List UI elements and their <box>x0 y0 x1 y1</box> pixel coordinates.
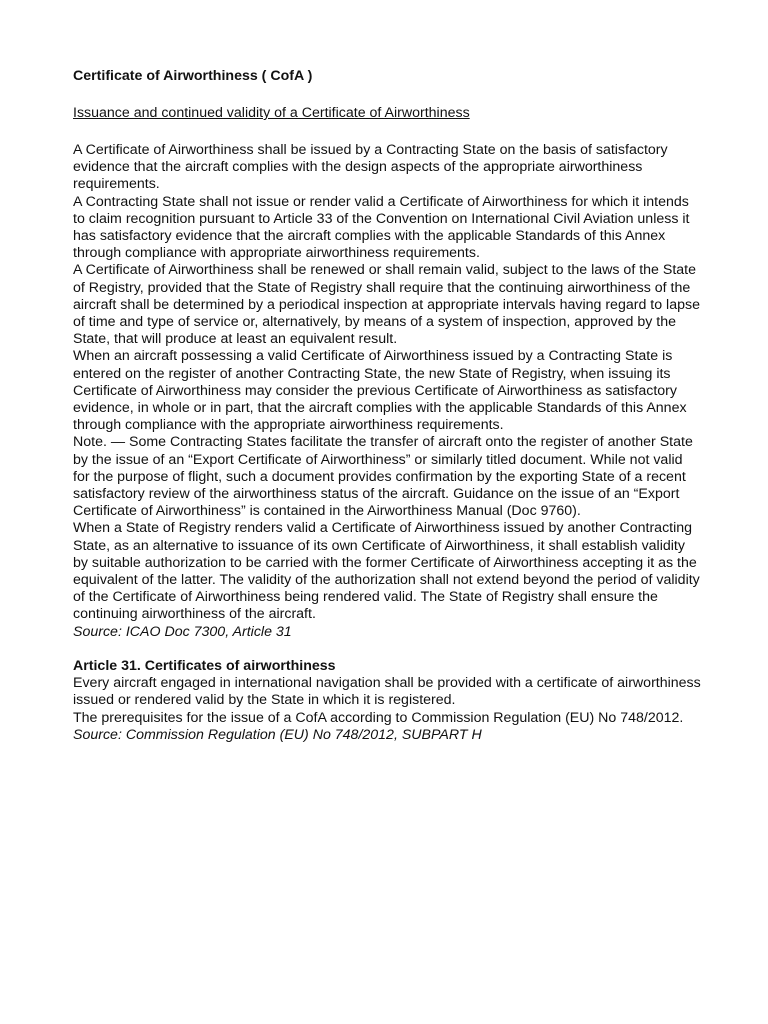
paragraph-validation: When a State of Registry renders valid a Certificate of Airworthiness issued by another Contracting State, as an alternative to issuance of its own Certificate of Airworthiness, it shall establish validity by suitable authorization to be carried with the former Certificate of Airworthiness accepting it as the equivalent of the latter. The validity of the authorization shall not extend beyond the period of validity of the Certificate of Airworthiness being rendered valid. The State of Registry shall ensure the continuing airworthiness of the aircraft. <box>73 520 700 623</box>
document-title: Certificate of Airworthiness ( CofA ) <box>73 68 313 84</box>
paragraph-note: Note. — Some Contracting States facilitate the transfer of aircraft onto the register of another State by the issue of an “Export Certificate of Airworthiness” or similarly titled document. While not valid for the purpose of flight, such a document provides confirmation by the exporting State of a recent satisfactory review of the airworthiness status of the aircraft. Guidance on the issue of an “Export Certificate of Airworthiness” is contained in the Airworthiness Manual (Doc 9760). <box>73 434 693 520</box>
paragraph-recognition: A Contracting State shall not issue or render valid a Certificate of Airworthiness for which it intends to claim recognition pursuant to Article 33 of the Convention on International Civil Aviation unless it has satisfactory evidence that the aircraft complies with the applicable Standards of this Annex through compliance with appropriate airworthiness requirements. <box>73 193 690 262</box>
document-page <box>73 68 703 744</box>
spacer <box>73 125 703 142</box>
source-eu-regulation: Source: Commission Regulation (EU) No 748/2012, SUBPART H <box>73 726 482 743</box>
source-icao: Source: ICAO Doc 7300, Article 31 <box>73 623 292 640</box>
article-paragraph-navigation: Every aircraft engaged in international navigation shall be provided with a certificate of airworthiness issued or rendered valid by the State in which it is registered. <box>73 675 701 709</box>
paragraph-transfer: When an aircraft possessing a valid Certificate of Airworthiness issued by a Contracting State is entered on the register of another Contracting State, the new State of Registry, when issuing its Certificate of Airworthiness may consider the previous Certificate of Airworthiness as satisfactory evidence, in whole or in part, that the aircraft complies with the applicable Standards of this Annex through compliance with the appropriate airworthiness requirements. <box>73 348 687 434</box>
article-paragraph-prerequisites: The prerequisites for the issue of a CofA according to Commission Regulation (EU) No 748/2012. <box>73 709 684 726</box>
article-heading: Article 31. Certificates of airworthiness <box>73 657 336 674</box>
paragraph-renewal: A Certificate of Airworthiness shall be renewed or shall remain valid, subject to the laws of the State of Registry, provided that the State of Registry shall require that the continuing airworthiness of the aircraft shall be determined by a periodical inspection at appropriate intervals having regard to lapse of time and type of service or, alternatively, by means of a system of inspection, approved by the State, that will produce at least an equivalent result. <box>73 262 700 348</box>
section-subtitle: Issuance and continued validity of a Certificate of Airworthiness <box>73 105 470 121</box>
paragraph-issuance: A Certificate of Airworthiness shall be issued by a Contracting State on the basis of satisfactory evidence that the aircraft complies with the design aspects of the appropriate airworthiness requirements. <box>73 142 668 193</box>
